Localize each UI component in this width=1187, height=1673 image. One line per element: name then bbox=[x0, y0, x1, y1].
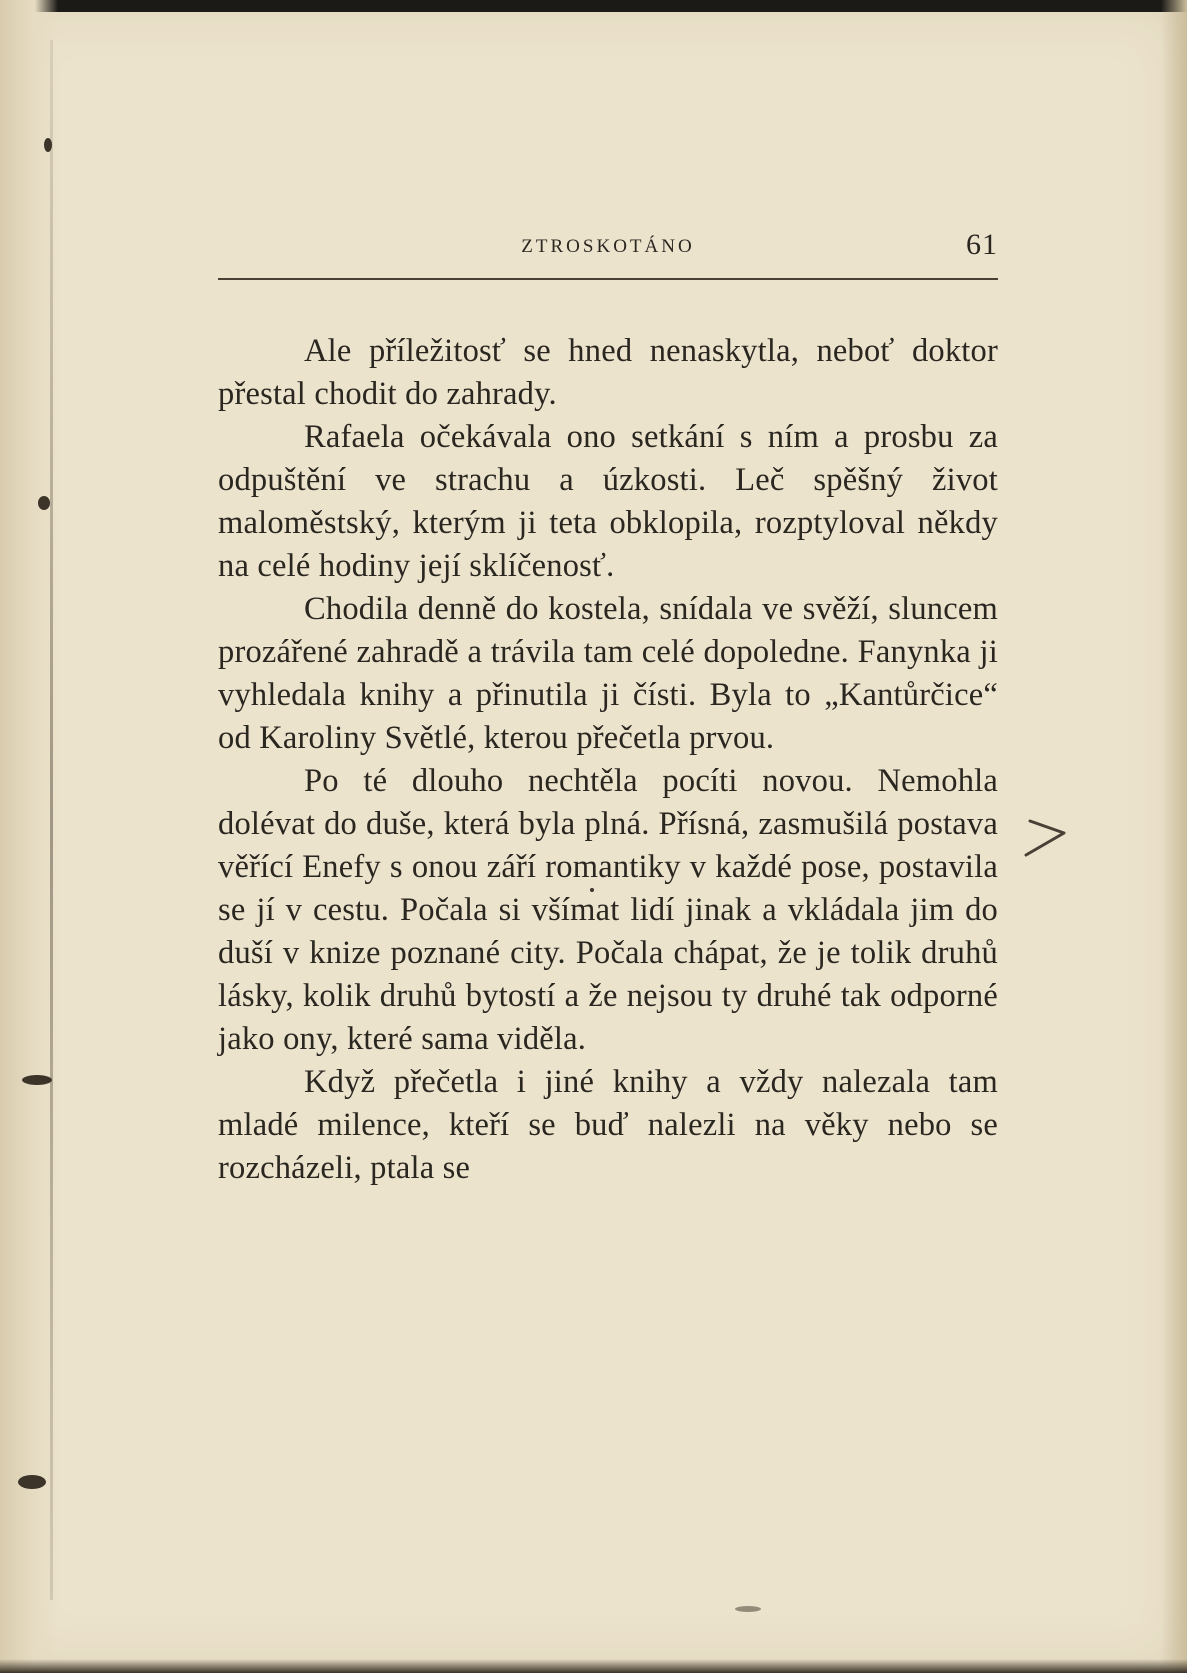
paragraph: Rafaela očekávala ono setkání s ním a prosbu za odpuštění ve strachu a úzkosti. Leč spěšný život maloměstský, kterým ji teta obklopila, rozptyloval někdy na celé hodiny její sklíčenosť. bbox=[218, 419, 998, 584]
running-title: ZTROSKOTÁNO bbox=[521, 236, 695, 257]
binding-speck bbox=[18, 1475, 46, 1489]
pencil-margin-mark bbox=[1020, 815, 1070, 860]
dust-speck bbox=[735, 1606, 761, 1612]
paragraph: Když přečetla i jiné knihy a vždy nalezala tam mladé milence, kteří se buď nalezli na věky nebo se rozcházeli, ptala se bbox=[218, 1064, 998, 1186]
page-bottom-edge bbox=[0, 1659, 1187, 1673]
paragraph: Po té dlouho nechtěla pocíti novou. Nemohla dolévat do duše, která byla plná. Přísná, zasmušilá postava věřící Enefy s onou září romantiky v každé pose, postavila se jí v cestu. Počala si všímat lidí jinak a vkládala jim do duší v knize poznané city. Počala chápat, že je tolik druhů lásky, kolik druhů bytostí a že nejsou ty druhé tak odporné jako ony, které sama viděla. bbox=[218, 763, 998, 1057]
page-right-edge bbox=[1161, 0, 1187, 1673]
header-rule bbox=[218, 278, 998, 280]
paragraph: Ale příležitosť se hned nenaskytla, neboť doktor přestal chodit do zahrady. bbox=[218, 333, 998, 412]
paragraph: Chodila denně do kostela, snídala ve svěží, sluncem prozářené zahradě a trávila tam celé dopoledne. Fanynka ji vyhledala knihy a přinutila ji čísti. Byla to „Kantůrčice“ od Karoliny Světlé, kterou přečetla prvou. bbox=[218, 591, 998, 756]
gutter-shadow-line bbox=[50, 40, 53, 1600]
binding-speck bbox=[22, 1075, 52, 1085]
page-top-edge bbox=[0, 0, 1187, 12]
body-text bbox=[218, 330, 998, 1190]
page-number: 61 bbox=[966, 228, 998, 261]
binding-speck bbox=[38, 496, 50, 510]
binding-speck bbox=[44, 138, 52, 152]
page-header bbox=[218, 228, 998, 268]
